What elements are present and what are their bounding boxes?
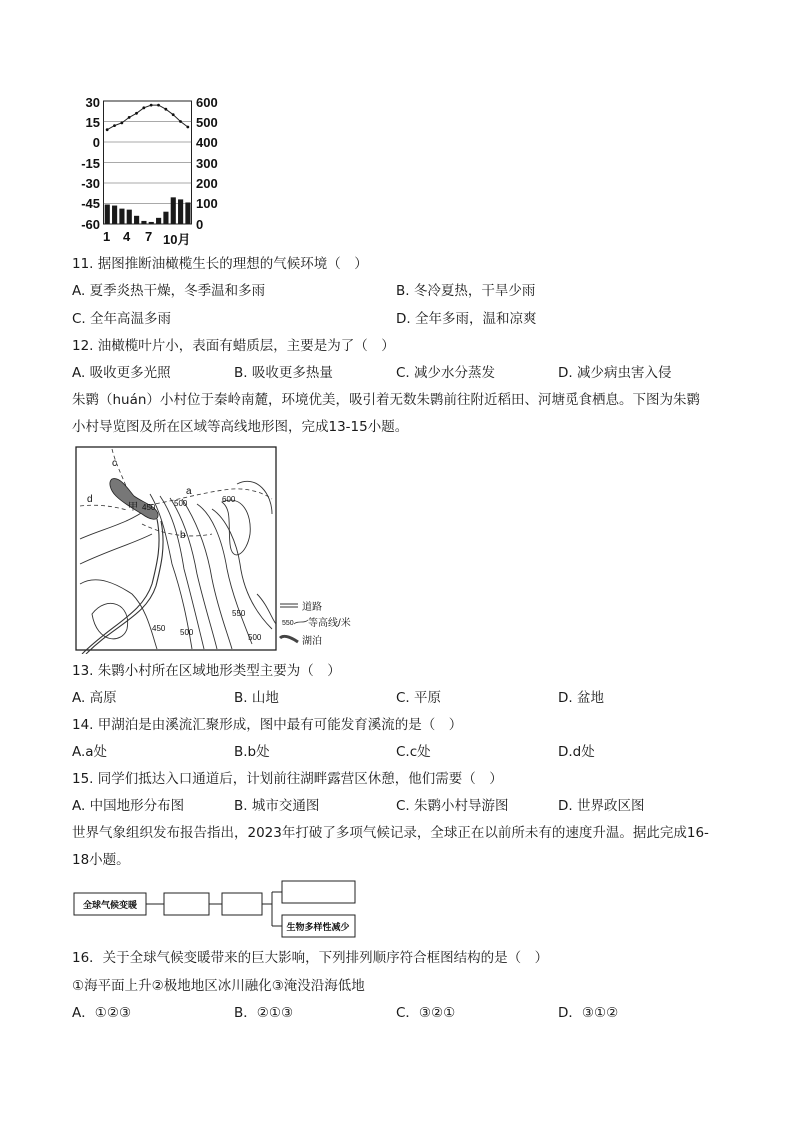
question-14-stem: 14. 甲湖泊是由溪流汇聚形成，图中最有可能发育溪流的是（ ） [72, 717, 463, 733]
q12-option-c: C. 减少水分蒸发 [396, 365, 496, 381]
temp-tick: 0 [92, 135, 100, 150]
temp-tick: -45 [81, 196, 100, 211]
q14-option-c: C.c处 [396, 744, 431, 760]
label-d: d [87, 494, 93, 505]
q13-option-a: A. 高原 [72, 690, 117, 706]
temp-tick: 15 [85, 115, 100, 130]
q14-option-d: D.d处 [558, 744, 595, 760]
q15-option-a: A. 中国地形分布图 [72, 798, 185, 814]
q16-option-d: D．③①② [558, 1005, 619, 1021]
lake-legend-icon [280, 636, 298, 642]
q16-option-b: B．②①③ [234, 1005, 294, 1021]
passage-wmo-line2: 18小题。 [72, 852, 130, 868]
temperature-point [172, 113, 175, 116]
question-13-stem: 13. 朱鹮小村所在区域地形类型主要为（ ） [72, 663, 341, 679]
month-tick: 4 [123, 229, 131, 244]
temp-tick: 30 [85, 95, 100, 110]
precipitation-bar [156, 218, 161, 224]
q16-items: ①海平面上升②极地地区冰川融化③淹没沿海低地 [72, 978, 365, 994]
contour-value: 500 [248, 633, 262, 642]
temperature-point [157, 104, 160, 107]
contour-value: 450 [142, 503, 156, 512]
climate-plot [103, 100, 193, 226]
label-c: c [112, 458, 117, 469]
precipitation-bar [163, 212, 168, 224]
map-legend [280, 600, 351, 647]
precipitation-bar [178, 199, 183, 224]
legend-lake: 湖泊 [302, 636, 322, 647]
map-frame [76, 447, 276, 650]
precipitation-bar [185, 202, 190, 224]
precip-tick: 400 [196, 135, 218, 150]
precipitation-bar [141, 221, 146, 224]
temperature-point [142, 106, 145, 109]
q13-option-b: B. 山地 [234, 690, 279, 706]
question-12-stem: 12. 油橄榄叶片小，表面有蜡质层，主要是为了（ ） [72, 338, 395, 354]
contour-value: 450 [152, 624, 166, 633]
q12-option-b: B. 吸收更多热量 [234, 365, 333, 381]
temperature-point [179, 120, 182, 123]
temperature-point [120, 121, 123, 124]
precip-tick: 500 [196, 115, 218, 130]
question-15-stem: 15. 同学们抵达入口通道后，计划前往湖畔露营区休憩，他们需要（ ） [72, 771, 503, 787]
q13-option-d: D. 盆地 [558, 690, 604, 706]
temp-tick: -30 [81, 176, 100, 191]
q13-option-c: C. 平原 [396, 690, 442, 706]
temperature-point [128, 116, 131, 119]
q14-option-a: A.a处 [72, 744, 108, 760]
flow-box-blank-1 [164, 893, 209, 915]
month-tick: 1 [103, 229, 111, 244]
flow-box-blank-2 [222, 893, 262, 915]
temperature-point [135, 112, 138, 115]
label-jia: 甲 [128, 502, 138, 513]
month-tick: 10月 [163, 232, 191, 247]
flow-start-label: 全球气候变暖 [82, 900, 138, 910]
q11-option-b: B. 冬冷夏热，干旱少雨 [396, 283, 536, 299]
precipitation-bar [119, 209, 124, 224]
temp-tick: -15 [81, 156, 100, 171]
temperature-point [150, 104, 153, 107]
precip-tick: 0 [196, 217, 204, 232]
precip-tick: 300 [196, 156, 218, 171]
precipitation-bar [134, 216, 139, 224]
q11-option-a: A. 夏季炎热干燥，冬季温和多雨 [72, 283, 266, 299]
temperature-point [113, 124, 116, 127]
label-b: b [180, 530, 186, 541]
q14-option-b: B.b处 [234, 744, 270, 760]
q16-option-c: C．③②① [396, 1005, 456, 1021]
flow-box-blank-3 [282, 881, 355, 903]
contour-value: 500 [180, 628, 194, 637]
precip-tick: 200 [196, 176, 218, 191]
temperature-point [106, 128, 109, 131]
contour-value: 600 [222, 495, 236, 504]
precipitation-bar [112, 206, 117, 224]
passage-zhuhuan-line2: 小村导览图及所在区域等高线地形图，完成13-15小题。 [72, 419, 409, 435]
q15-option-b: B. 城市交通图 [234, 798, 320, 814]
precipitation-bar [171, 197, 176, 224]
temperature-point [164, 108, 167, 111]
temperature-line [107, 105, 188, 130]
flow-end-label: 生物多样性减少 [286, 922, 350, 932]
precipitation-bar [105, 205, 110, 224]
contour-map [72, 444, 362, 654]
q16-option-a: A．①②③ [72, 1005, 132, 1021]
contour-value: 500 [174, 499, 188, 508]
passage-wmo-line1: 世界气象组织发布报告指出，2023年打破了多项气候记录，全球正在以前所未有的速度升温。据此完成16- [72, 825, 709, 841]
precipitation-bar [127, 210, 132, 224]
warming-flow-diagram [72, 878, 372, 940]
passage-zhuhuan-line1: 朱鹮（huán）小村位于秦岭南麓，环境优美，吸引着无数朱鹮前往附近稻田、河塘觅食栖息。下图为朱鹮 [72, 392, 700, 408]
contour-value: 550 [232, 609, 246, 618]
precip-tick: 600 [196, 95, 218, 110]
legend-road: 道路 [302, 602, 322, 613]
q11-option-c: C. 全年高温多雨 [72, 311, 172, 327]
legend-contour-sample: 550 [282, 620, 294, 627]
q12-option-d: D. 减少病虫害入侵 [558, 365, 672, 381]
temperature-point [186, 126, 189, 129]
label-a: a [186, 486, 192, 497]
q15-option-d: D. 世界政区图 [558, 798, 645, 814]
temp-tick: -60 [81, 217, 100, 232]
question-16-stem: 16．关于全球气候变暖带来的巨大影响，下列排列顺序符合框图结构的是（ ） [72, 950, 549, 966]
legend-contour: 等高线/米 [308, 618, 351, 629]
precipitation-bar [149, 222, 154, 224]
q15-option-c: C. 朱鹮小村导游图 [396, 798, 509, 814]
month-tick: 7 [145, 229, 153, 244]
q11-option-d: D. 全年多雨，温和凉爽 [396, 311, 537, 327]
q12-option-a: A. 吸收更多光照 [72, 365, 171, 381]
precip-tick: 100 [196, 196, 218, 211]
question-11-stem: 11. 据图推断油橄榄生长的理想的气候环境（ ） [72, 256, 368, 272]
